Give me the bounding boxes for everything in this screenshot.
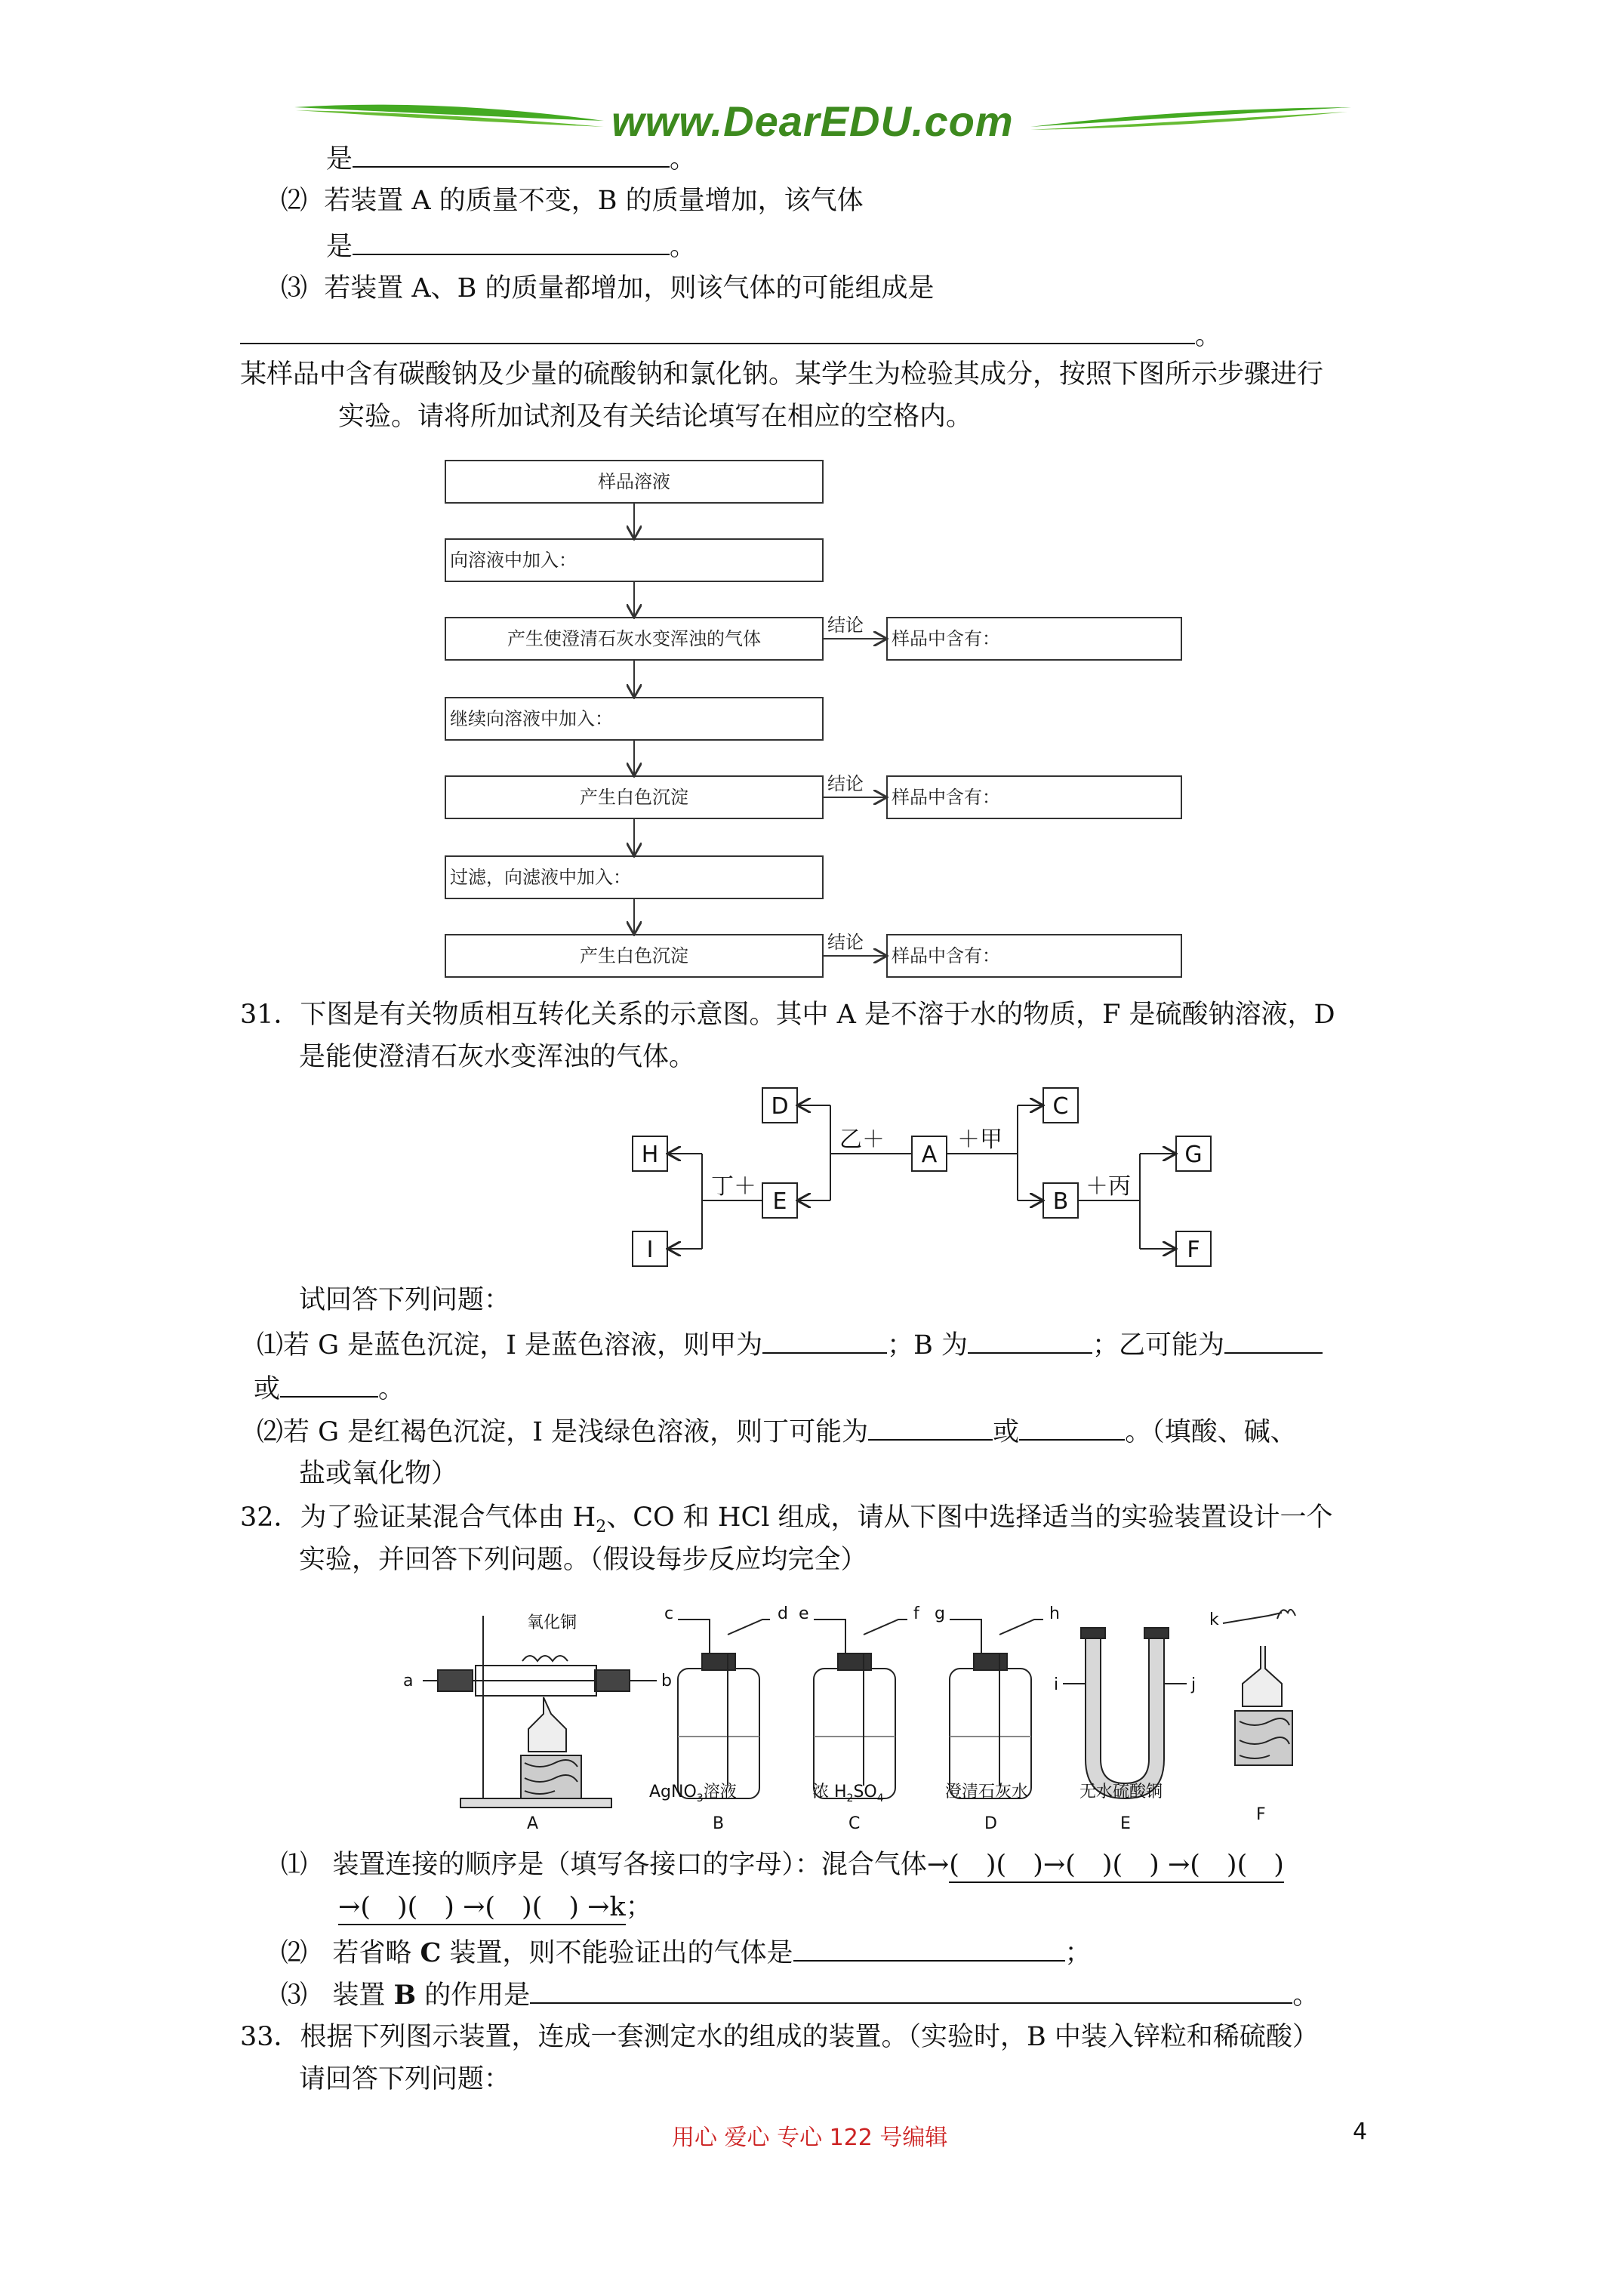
q33-line-1: 33．根据下列图示装置，连成一套测定水的组成的装置。（实验时，B 中装入锌粒和稀硫酸） xyxy=(240,2022,1319,2052)
port-a: a xyxy=(403,1672,414,1690)
site-logo[interactable]: www.DearEDU.com xyxy=(611,97,1014,145)
node-I: I xyxy=(646,1237,654,1263)
q31-line-2: 是能使澄清石灰水变浑浊的气体。 xyxy=(299,1042,696,1072)
node-D: D xyxy=(771,1093,789,1120)
flow-label-gas: 产生使澄清石灰水变浑浊的气体 xyxy=(507,628,761,649)
q30-line-1: 某样品中含有碳酸钠及少量的硫酸钠和氯化钠。某学生为检验其成分，按照下图所示步骤进行 xyxy=(240,359,1324,390)
q31-ask: 试回答下列问题： xyxy=(299,1285,511,1315)
label-bing: ＋丙 xyxy=(1086,1173,1131,1200)
flow-conclusion-1: 结论 xyxy=(827,615,864,636)
prev-line-3: 。 xyxy=(240,317,1221,353)
q31-part-2-cont: 盐或氧化物） xyxy=(299,1459,458,1489)
label-yi: 乙＋ xyxy=(839,1126,885,1153)
q32-line-2: 实验，并回答下列问题。（假设每步反应均完全） xyxy=(299,1545,867,1575)
letter-E: E xyxy=(1120,1814,1131,1833)
q32-apparatus xyxy=(400,1601,1306,1838)
flow-result-3: 样品中含有： xyxy=(892,945,1000,966)
flow-label-add-2: 继续向溶液中加入： xyxy=(450,708,613,729)
q31-relation-diagram xyxy=(627,1076,1238,1280)
flow-label-add-1: 向溶液中加入： xyxy=(450,550,577,571)
letter-B: B xyxy=(713,1814,725,1833)
node-F: F xyxy=(1187,1237,1200,1263)
prev-question-2: ⑵ 若装置 A 的质量不变，B 的质量增加，该气体 xyxy=(281,186,864,216)
q31-part-1-cont: 或 。 xyxy=(254,1370,405,1406)
q32-sub-1: ⑴ 装置连接的顺序是（填写各接口的字母）：混合气体→( )( )→( )( ) →( )( ) xyxy=(281,1848,1284,1883)
port-f: f xyxy=(913,1604,919,1623)
port-k: k xyxy=(1209,1610,1219,1629)
port-j: j xyxy=(1191,1675,1196,1694)
q32-sub-2: ⑵ 若省略 C 装置，则不能验证出的气体是 ； xyxy=(281,1934,1092,1970)
q31-part-2: ⑵若 G 是红褐色沉淀，I 是浅绿色溶液，则丁可能为 或 。（填酸、碱、 xyxy=(257,1413,1297,1449)
port-i: i xyxy=(1054,1675,1059,1694)
port-d: d xyxy=(778,1604,788,1623)
letter-F: F xyxy=(1256,1805,1266,1824)
port-h: h xyxy=(1049,1604,1060,1623)
q31-part-1: ⑴若 G 是蓝色沉淀，I 是蓝色溶液，则甲为 ；B 为 ；乙可能为 xyxy=(257,1327,1323,1362)
flow-label-sample: 样品溶液 xyxy=(598,471,670,492)
flow-label-add-3: 过滤，向滤液中加入： xyxy=(450,867,631,888)
port-b: b xyxy=(661,1672,672,1690)
port-c: c xyxy=(664,1604,674,1623)
port-g: g xyxy=(935,1604,945,1623)
q32-sub-3: ⑶ 装置 B 的作用是 。 xyxy=(281,1977,1319,2012)
cuo-label: 氧化铜 xyxy=(527,1613,577,1632)
letter-A: A xyxy=(527,1814,539,1833)
letter-C: C xyxy=(848,1814,861,1833)
q32-line-1: 32．为了验证某混合气体由 $H_2$、CO 和 HCl 组成，请从下图中选择适当的实验装置设计一个 xyxy=(240,1502,1333,1536)
flow-result-2: 样品中含有： xyxy=(892,787,1000,808)
q30-flowchart xyxy=(438,453,1193,997)
node-C: C xyxy=(1052,1093,1069,1120)
letter-D: D xyxy=(984,1814,997,1833)
node-G: G xyxy=(1184,1142,1203,1168)
footer-editor-note: 用心 爱心 专心 122 号编辑 xyxy=(672,2125,948,2151)
q31-line-1: 31．下图是有关物质相互转化关系的示意图。其中 A 是不溶于水的物质，F 是硫酸钠溶液，D xyxy=(240,1000,1335,1030)
label-jia: ＋甲 xyxy=(957,1126,1002,1153)
q33-line-2: 请回答下列问题： xyxy=(299,2064,511,2094)
prev-line-1: 是 。 xyxy=(326,140,696,176)
node-B: B xyxy=(1052,1188,1069,1215)
label-cuso4: 无水硫酸铜 xyxy=(1079,1783,1163,1801)
flow-conclusion-3: 结论 xyxy=(827,932,864,953)
label-agno3: AgNO$_3$溶液 xyxy=(649,1783,737,1804)
label-ding: 丁＋ xyxy=(711,1173,756,1200)
flow-label-precip-2: 产生白色沉淀 xyxy=(580,945,688,966)
flow-label-precip-1: 产生白色沉淀 xyxy=(580,787,688,808)
prev-line-2: 是 。 xyxy=(326,228,696,264)
node-E: E xyxy=(772,1188,787,1215)
label-limewater: 澄清石灰水 xyxy=(945,1783,1029,1801)
prev-question-3: ⑶ 若装置 A、B 的质量都增加，则该气体的可能组成是 xyxy=(281,273,935,304)
page-number: 4 xyxy=(1353,2119,1368,2145)
node-A: A xyxy=(921,1142,938,1168)
label-h2so4: 浓 $H_2SO_4$ xyxy=(812,1783,884,1804)
q30-line-2: 实验。请将所加试剂及有关结论填写在相应的空格内。 xyxy=(338,402,973,432)
flow-result-1: 样品中含有： xyxy=(892,628,1000,649)
node-H: H xyxy=(641,1142,659,1168)
port-e: e xyxy=(799,1604,809,1623)
q32-sub-1-cont: →( )( ) →( )( ) →k； xyxy=(338,1891,652,1925)
flow-conclusion-2: 结论 xyxy=(827,773,864,794)
